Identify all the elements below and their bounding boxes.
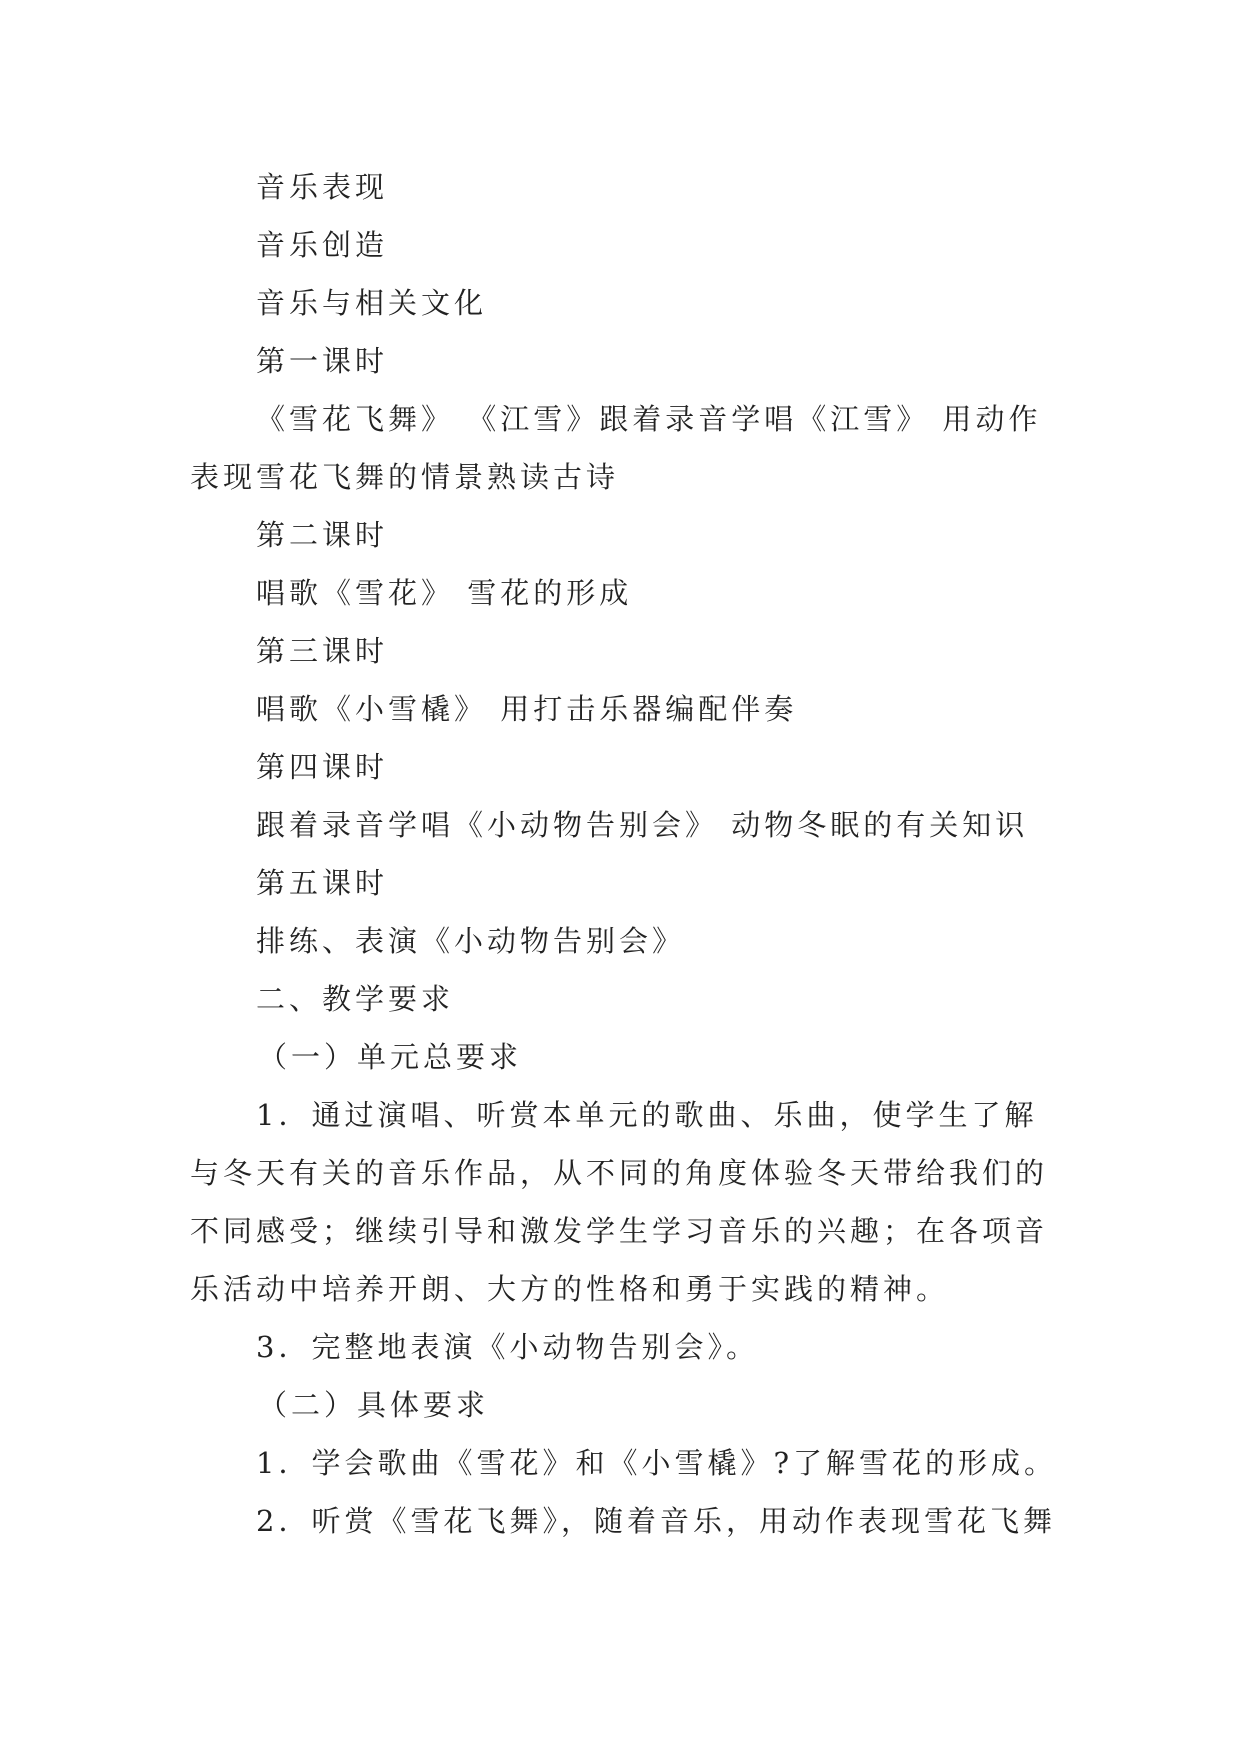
text-line: 《雪花飞舞》 《江雪》跟着录音学唱《江雪》 用动作 xyxy=(256,402,1042,436)
text-line: 乐活动中培养开朗、大方的性格和勇于实践的精神。 xyxy=(190,1272,950,1306)
document-body xyxy=(190,158,1070,1550)
subsection-heading: （一）单元总要求 xyxy=(258,1040,523,1074)
text-line: 表现雪花飞舞的情景熟读古诗 xyxy=(190,460,620,494)
text-line: 音乐创造 xyxy=(256,228,389,262)
text-line: 唱歌《雪花》 雪花的形成 xyxy=(256,576,633,610)
text-line: 不同感受；继续引导和激发学生学习音乐的兴趣；在各项音 xyxy=(190,1214,1049,1248)
text-line: 第四课时 xyxy=(256,750,389,784)
text-line: 1．学会歌曲《雪花》和《小雪橇》?了解雪花的形成。 xyxy=(256,1446,1057,1480)
text-line: 第一课时 xyxy=(256,344,389,378)
text-line: 音乐表现 xyxy=(256,170,389,204)
text-line: 第二课时 xyxy=(256,518,389,552)
text-line: 跟着录音学唱《小动物告别会》 动物冬眠的有关知识 xyxy=(256,808,1029,842)
text-line: 与冬天有关的音乐作品，从不同的角度体验冬天带给我们的 xyxy=(190,1156,1049,1190)
text-line: 第三课时 xyxy=(256,634,389,668)
text-line: 2．听赏《雪花飞舞》，随着音乐，用动作表现雪花飞舞 xyxy=(256,1504,1056,1538)
section-heading: 二、教学要求 xyxy=(256,982,455,1016)
text-line: 1．通过演唱、听赏本单元的歌曲、乐曲，使学生了解 xyxy=(256,1098,1038,1132)
text-line: 3．完整地表演《小动物告别会》。 xyxy=(256,1330,759,1364)
text-line: 第五课时 xyxy=(256,866,389,900)
text-line: 唱歌《小雪橇》 用打击乐器编配伴奏 xyxy=(256,692,798,726)
subsection-heading: （二）具体要求 xyxy=(258,1388,490,1422)
text-line: 排练、表演《小动物告别会》 xyxy=(256,924,686,958)
text-line: 音乐与相关文化 xyxy=(256,286,488,320)
